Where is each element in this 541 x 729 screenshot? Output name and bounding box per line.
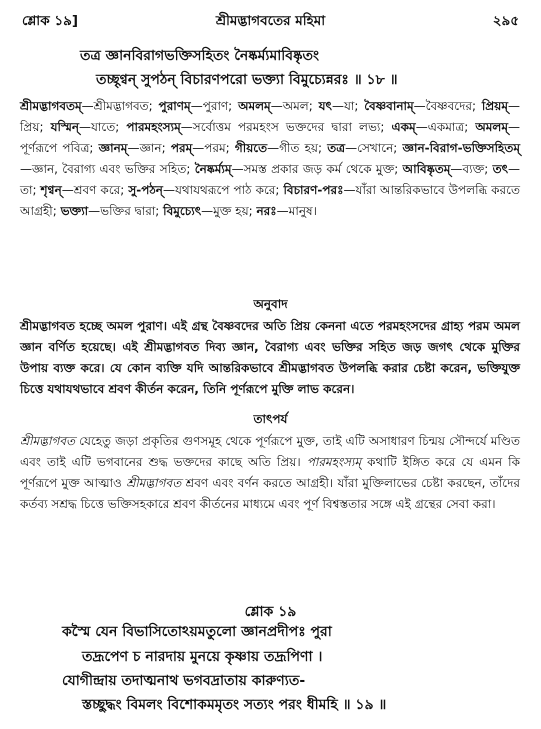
- synonym-term: গীয়তে: [234, 141, 268, 155]
- synonym-meaning: —শ্রবণ করে;: [61, 183, 129, 197]
- synonym-meaning: —সর্বোত্তম পরমহংস ভক্তদের দ্বারা লভ্য;: [180, 120, 392, 134]
- purport-italic-term: শ্রীমদ্ভাগবত: [126, 476, 182, 490]
- synonym-meaning: —বৈষ্ণবদের;: [413, 99, 482, 113]
- synonym-term: আবিষ্কৃতম্: [402, 162, 451, 176]
- synonym-term: যস্মিন্: [50, 120, 79, 134]
- verse-19-line-1: কস্মৈ যেন বিভাসিতোঽয়মতুলো জ্ঞানপ্রদীপঃ পুরা: [62, 624, 332, 640]
- page-header: [22, 10, 519, 32]
- synonym-term: শ্রীমদ্ভাগবতম্: [20, 99, 82, 113]
- synonym-term: সু-পঠন্: [128, 183, 163, 197]
- synonym-term: জ্ঞান-বিরাগ-ভক্তিসহিতম্: [402, 141, 520, 155]
- synonym-meaning: —জ্ঞান, বৈরাগ্য এবং ভক্তির সহিত;: [20, 162, 195, 176]
- verse-18-line-2: তচ্ছৃণ্বন্ সুপঠন্ বিচারণপরো ভক্ত্যা বিমুচ্যেন্নরঃ ॥ ১৮ ॥: [96, 72, 398, 88]
- synonym-meaning: —যাঁরা আন্তরিকভাবে উপলব্ধি করতে আগ্রহী;: [20, 183, 520, 218]
- synonym-meaning: —যা;: [331, 99, 365, 113]
- synonym-term: অমলম্: [238, 99, 271, 113]
- header-chapter-title: শ্রীমদ্ভাগবতের মহিমা: [215, 13, 326, 29]
- purport-paragraph: [20, 431, 520, 515]
- synonym-term: বিচারণ-পরঃ: [283, 183, 344, 197]
- synonym-meaning: —যাতে;: [78, 120, 127, 134]
- synonym-term: ভক্ত্যা: [60, 204, 89, 218]
- synonym-term: তত্র: [327, 141, 346, 155]
- verse-19-line-2: তদ্রূপেণ চ নারদায় মুনয়ে কৃষ্ণায় তদ্রূপিণা ।: [82, 649, 323, 665]
- synonym-term: যৎ: [318, 99, 332, 113]
- translation-paragraph: শ্রীমদ্ভাগবত হচ্ছে অমল পুরাণ। এই গ্রন্থ বৈষ্ণবদের অতি প্রিয় কেননা এতে পরমহংসদের গ্রাহ্য পরম অমল জ্ঞান বর্ণিত হয়েছে। এই শ্রীমদ্ভাগবত দিব্য জ্ঞান, বৈরাগ্য এবং ভক্তির সহিত জড় জগৎ থেকে মুক্তির উপায় ব্যক্ত করে। যে কোন ব্যক্তি যদি আন্তরিকভাবে শ্রীমদ্ভাগবত উপলব্ধি করার চেষ্টা করেন, ভক্তিযুক্ত চিত্তে যথাযথভাবে শ্রবণ কীর্তন করেন, তিনি পূর্ণরূপে মুক্তি লাভ করেন।: [20, 319, 520, 396]
- synonym-meaning: —একমাত্র;: [415, 120, 476, 134]
- synonym-term: জ্ঞানম্: [98, 141, 128, 155]
- synonym-term: শৃণ্বন্: [40, 183, 62, 197]
- verse-19-line-3: যোগীন্দ্রায় তদাত্মনাথ ভগবদ্রাতায় কারুণ্যত-: [62, 673, 306, 689]
- header-verse-ref: শ্লোক ১৯]: [22, 13, 79, 29]
- synonym-meaning: —পুরাণ;: [190, 99, 239, 113]
- synonym-term: নরঃ: [256, 204, 277, 218]
- synonym-meaning: —মানুষ।: [276, 204, 317, 218]
- synonym-meaning: —সমস্ত প্রকার জড় কর্ম থেকে মুক্ত;: [231, 162, 403, 176]
- synonym-meaning: —শ্রীমদ্ভাগবত;: [81, 99, 159, 113]
- synonym-meaning: —গীত হয়;: [267, 141, 328, 155]
- synonym-meaning: —মুক্ত হয়;: [201, 204, 257, 218]
- synonym-term: তৎ: [492, 162, 508, 176]
- synonym-meaning: —পরম;: [192, 141, 235, 155]
- synonym-meaning: —তা;: [20, 162, 520, 197]
- verse-18-line-1: তত্র জ্ঞানবিরাগভক্তিসহিতং নৈষ্কর্ম্যমাবিষ্কৃতং: [80, 48, 319, 64]
- verse-19-label: শ্লোক ১৯: [244, 604, 297, 620]
- synonym-term: প্রিয়ম্: [481, 99, 508, 113]
- purport-text: শ্রবণ এবং বর্ণন করতে আগ্রহী। যাঁরা মুক্তিলাভের চেষ্টা করছেন, তাঁদের কর্তব্য সশ্রদ্ধ চিত্তে ভক্তিসহকারে শ্রবণ কীর্তনের মাধ্যমে এবং পূর্ণ বিশ্বস্ততার সঙ্গে এই গ্রন্থের সেবা করা।: [20, 476, 520, 511]
- synonym-meaning: —অমল;: [270, 99, 319, 113]
- synonym-meaning: —ব্যক্ত;: [450, 162, 493, 176]
- synonym-meaning: —ভক্তির দ্বারা;: [88, 204, 164, 218]
- synonym-term: পুরাণম্: [158, 99, 191, 113]
- synonyms-paragraph: [20, 96, 520, 222]
- purport-italic-term: পারমহংস্যম্: [306, 455, 362, 469]
- synonym-term: বৈষ্ণবানাম্: [364, 99, 414, 113]
- translation-heading: অনুবাদ: [253, 297, 288, 311]
- synonym-term: একম্: [391, 120, 416, 134]
- purport-text: কথাটি ইঙ্গিত করে যে এমন কি পূর্ণরূপে মুক্ত আত্মাও: [20, 455, 521, 490]
- synonym-meaning: —পূর্ণরূপে পবিত্র;: [20, 120, 520, 155]
- synonym-meaning: —জ্ঞান;: [127, 141, 171, 155]
- synonym-term: নৈষ্কর্ম্যম্: [194, 162, 232, 176]
- page-number: ২৯৫: [492, 13, 519, 29]
- synonym-meaning: —প্রিয়;: [20, 99, 520, 134]
- purport-heading: তাৎপর্য: [253, 412, 288, 426]
- synonym-meaning: —যথাযথরূপে পাঠ করে;: [162, 183, 284, 197]
- synonym-term: অমলম্: [475, 120, 508, 134]
- purport-text: যেহেতু জড়া প্রকৃতির গুণসমূহ থেকে পূর্ণরূপে মুক্ত, তাই এটি অসাধারণ চিন্ময় সৌন্দর্যে মণ্ডিত এবং তাই এটি ভগবানের শুদ্ধ ভক্তদের কাছে অতি প্রিয়।: [20, 434, 520, 469]
- synonym-meaning: —সেখানে;: [345, 141, 403, 155]
- synonym-term: পারমহংস্যম্: [126, 120, 181, 134]
- synonym-term: বিমুচ্যেৎ: [163, 204, 202, 218]
- synonym-term: পরম্: [170, 141, 193, 155]
- purport-italic-term: শ্রীমদ্ভাগবত: [20, 434, 76, 448]
- verse-19-line-4: স্তচ্ছুদ্ধং বিমলং বিশোকমমৃতং সত্যং পরং ধীমহি ॥ ১৯ ॥: [82, 697, 387, 713]
